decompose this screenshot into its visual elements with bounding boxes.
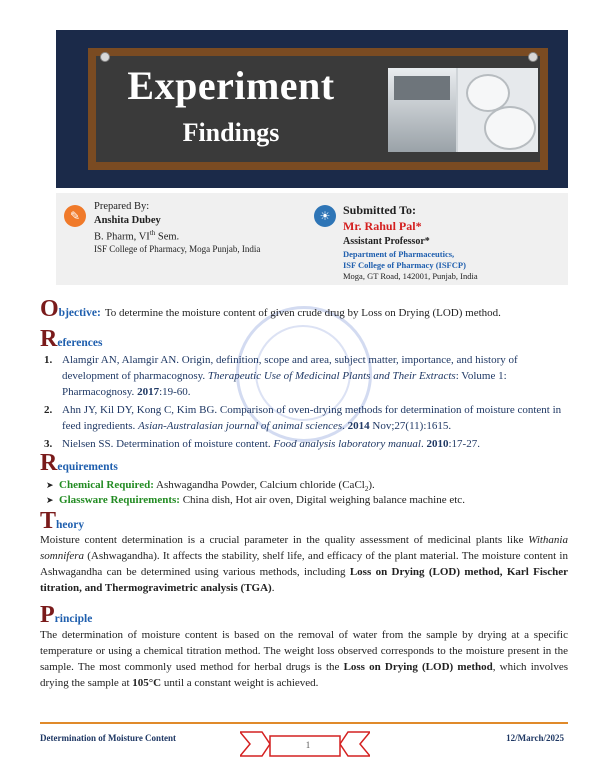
submitted-heading: Submitted To: — [343, 203, 417, 217]
footer-title: Determination of Moisture Content — [40, 733, 177, 743]
submitted-address: Moga, GT Road, 142001, Punjab, India — [343, 271, 478, 281]
references-heading: References — [40, 326, 103, 352]
submitted-name: Mr. Rahul Pal* — [343, 219, 422, 233]
objective-section — [40, 296, 568, 323]
objective-cap: O — [40, 296, 59, 322]
lab-photo — [388, 68, 538, 152]
objective-heading: bjective: — [58, 307, 101, 319]
theory-heading: Theory — [40, 508, 85, 534]
prepared-college: ISF College of Pharmacy, Moga Punjab, India — [94, 244, 261, 254]
reference-item: 1. Alamgir AN, Alamgir AN. Origin, definition, scope and area, subject matter, importance, and history of development of pharmacognosy. Therapeutic Use of Medicinal Plants and Their Extracts: Volume 1: Pharmacognosy. 2017:19-60. — [44, 354, 518, 398]
arrow-bullet-icon: ➤ — [46, 480, 54, 490]
theory-text: Moisture content determination is a crucial parameter in the quality assessment of medicinal plants like Withania somnifera (Ashwagandha). It affects the stability, shelf life, and efficacy of the plant material. The moisture content in Ashwagandha can be determined using various methods, including Loss on Drying (LOD) method, Karl Fischer titration, and Thermogravimetric analysis (TGA). — [40, 534, 568, 594]
pin-icon — [528, 52, 538, 62]
chalkboard — [88, 48, 548, 170]
requirement-glassware: ➤ Glassware Requirements: China dish, Hot air oven, Digital weighing balance machine etc. — [46, 494, 465, 506]
arrow-bullet-icon: ➤ — [46, 495, 54, 505]
footer-rule — [40, 722, 568, 724]
references-list — [40, 352, 568, 454]
footer-date: 12/March/2025 — [506, 733, 564, 743]
pin-icon — [100, 52, 110, 62]
requirement-chemicals: ➤ Chemical Required: Ashwagandha Powder, Calcium chloride (CaCl$_2$). — [46, 479, 375, 494]
reference-item: 2. Ahn JY, Kil DY, Kong C, Kim BG. Comparison of oven-drying methods for determination of moisture content in feed ingredients. Asian-Australasian journal of animal sciences. 2014 Nov;27(11):1615. — [44, 404, 562, 432]
document-icon: ✎ — [64, 205, 86, 227]
page-number: 1 — [305, 740, 311, 750]
title-line-2: Findings — [182, 118, 280, 147]
principle-heading: Principle — [40, 602, 93, 628]
requirements-heading: Requirements — [40, 450, 118, 476]
prepared-course: B. Pharm, VIth Sem. — [94, 229, 180, 243]
author-info-band — [56, 193, 568, 285]
submitted-role: Assistant Professor* — [343, 236, 430, 247]
submitted-college: ISF College of Pharmacy (ISFCP) — [343, 260, 466, 270]
lightbulb-icon: ☀ — [314, 205, 336, 227]
principle-text: The determination of moisture content is based on the removal of water from the sample by drying at a specific temperature or using a chemical titration method. The weight loss observed corresponds to the moisture present in the sample. The most commonly used method for herbal drugs is the Loss on Drying (LOD) method, which involves drying the sample at 105°C until a constant weight is achieved. — [40, 629, 568, 689]
submitted-dept: Department of Pharmaceutics, — [343, 249, 455, 259]
chalkboard-surface — [96, 56, 540, 162]
reference-item: 3. Nielsen SS. Determination of moisture content. Food analysis laboratory manual. 2010:17-27. — [44, 438, 480, 450]
prepared-heading: Prepared By: — [94, 201, 150, 212]
prepared-name: Anshita Dubey — [94, 215, 161, 226]
title-line-1: Experiment — [127, 63, 335, 108]
objective-text: To determine the moisture content of given crude drug by Loss on Drying (LOD) method. — [104, 307, 501, 319]
